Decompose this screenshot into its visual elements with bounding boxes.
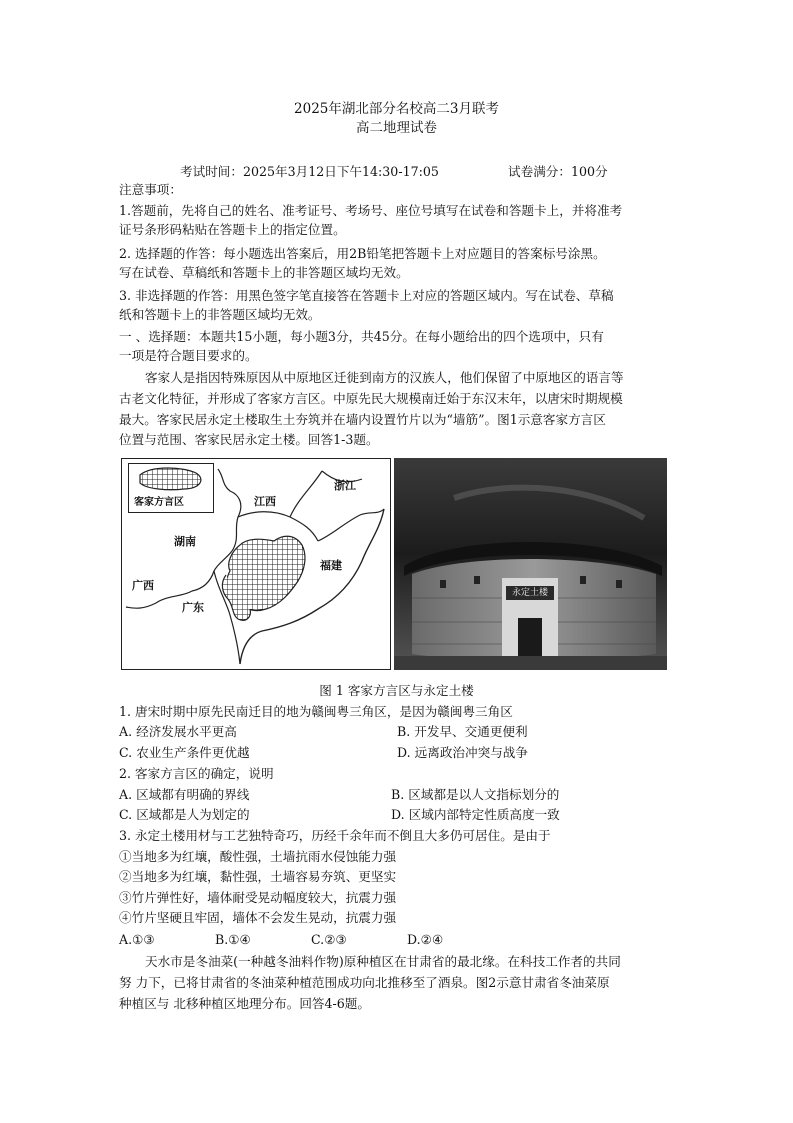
statement-item: ④竹片坚硬且牢固，墙体不会发生晃动，抗震力强 xyxy=(119,910,397,925)
option-b: B. 区域都是以人文指标划分的 xyxy=(391,787,560,802)
passage-line: 客家人是指因特殊原因从中原地区迁徙到南方的汉族人，他们保留了中原地区的语言等 xyxy=(145,370,624,385)
passage-line: 天水市是冬油菜(一种越冬油料作物)原种植区在甘肃省的最北缘。在科技工作者的共同 xyxy=(145,954,621,969)
option-b: B.①④ xyxy=(215,932,251,947)
notice-line: 1.答题前，先将自己的姓名、准考证号、考场号、座位号填写在试卷和答题卡上，并将准考 xyxy=(119,203,623,218)
section-heading: 一项是符合题目要求的。 xyxy=(119,348,258,363)
province-label-jiangxi: 江西 xyxy=(254,495,276,508)
option-a: A.①③ xyxy=(119,932,155,947)
option-b: B. 开发早、交通更便利 xyxy=(397,724,528,739)
hakka-region-map xyxy=(121,458,391,670)
figure-1 xyxy=(121,458,667,670)
province-label-fujian: 福建 xyxy=(320,559,342,572)
passage-line: 种植区与 北移种植区地理分布。回答4-6题。 xyxy=(119,996,370,1011)
province-label-guangdong: 广东 xyxy=(182,601,204,614)
option-c: C. 区域都是人为划定的 xyxy=(119,807,250,822)
province-label-guangxi: 广西 xyxy=(132,579,154,592)
province-label-hunan: 湖南 xyxy=(174,535,196,548)
notice-line: 3. 非选择题的作答：用黑色签字笔直接答在答题卡上对应的答题区域内。写在试卷、草稿 xyxy=(119,288,614,303)
legend-label: 客家方言区 xyxy=(134,497,184,508)
option-a: A. 经济发展水平更高 xyxy=(119,724,237,739)
province-label-zhejiang: 浙江 xyxy=(334,479,356,492)
tulou-photo xyxy=(394,458,667,670)
statement-item: ①当地多为红壤，酸性强，土墙抗雨水侵蚀能力强 xyxy=(119,849,397,864)
notice-line: 纸和答题卡上的非答题区域均无效。 xyxy=(119,307,321,322)
figure-caption: 图 1 客家方言区与永定土楼 xyxy=(319,683,474,698)
section-heading: 一 、选择题：本题共15小题，每小题3分，共45分。在每小题给出的四个选项中，只有 xyxy=(119,329,604,344)
question-stem: 3. 永定土楼用材与工艺独特奇巧，历经千余年而不倒且大多仍可居住。是由于 xyxy=(119,828,551,843)
tulou-illustration xyxy=(394,458,667,670)
full-score: 试卷满分：100分 xyxy=(508,164,608,179)
passage-line: 最大。客家民居永定土楼取生土夯筑并在墙内设置竹片以为“墙筋”。图1示意客家方言区 xyxy=(119,412,606,427)
exam-title: 2025年湖北部分名校高二3月联考 xyxy=(294,101,499,117)
passage-line: 古老文化特征，并形成了客家方言区。中原先民大规模南迁始于东汉末年，以唐宋时期规模 xyxy=(119,391,623,406)
question-stem: 1. 唐宋时期中原先民南迁目的地为赣闽粤三角区，是因为赣闽粤三角区 xyxy=(119,704,513,719)
option-a: A. 区域都有明确的界线 xyxy=(119,787,250,802)
exam-time: 考试时间：2025年3月12日下午14:30-17:05 xyxy=(180,164,439,179)
statement-item: ②当地多为红壤，黏性强，土墙容易夯筑、更坚实 xyxy=(119,869,397,884)
passage-line: 努 力下，已将甘肃省的冬油菜种植范围成功向北推移至了酒泉。图2示意甘肃省冬油菜原 xyxy=(119,975,610,990)
notice-line: 证号条形码粘贴在答题卡上的指定位置。 xyxy=(119,222,346,237)
question-stem: 2. 客家方言区的确定，说明 xyxy=(119,766,274,781)
option-c: C.②③ xyxy=(311,932,347,947)
passage-line: 位置与范围、客家民居永定土楼。回答1-3题。 xyxy=(119,432,379,447)
option-d: D.②④ xyxy=(407,932,444,947)
option-d: D. 区域内部特定性质高度一致 xyxy=(391,807,560,822)
notice-line: 2. 选择题的作答：每小题选出答案后，用2B铅笔把答题卡上对应题目的答案标号涂黑。 xyxy=(119,246,606,261)
option-d: D. 远离政治冲突与战争 xyxy=(397,745,528,760)
option-c: C. 农业生产条件更优越 xyxy=(119,745,250,760)
statement-item: ③竹片弹性好，墙体耐受晃动幅度较大，抗震力强 xyxy=(119,890,397,905)
notice-line: 写在试卷、草稿纸和答题卡上的非答题区域均无效。 xyxy=(119,265,409,280)
tulou-door-sign: 永定土楼 xyxy=(511,588,548,598)
notice-title: 注意事项： xyxy=(119,182,182,197)
exam-subtitle: 高二地理试卷 xyxy=(356,120,437,136)
